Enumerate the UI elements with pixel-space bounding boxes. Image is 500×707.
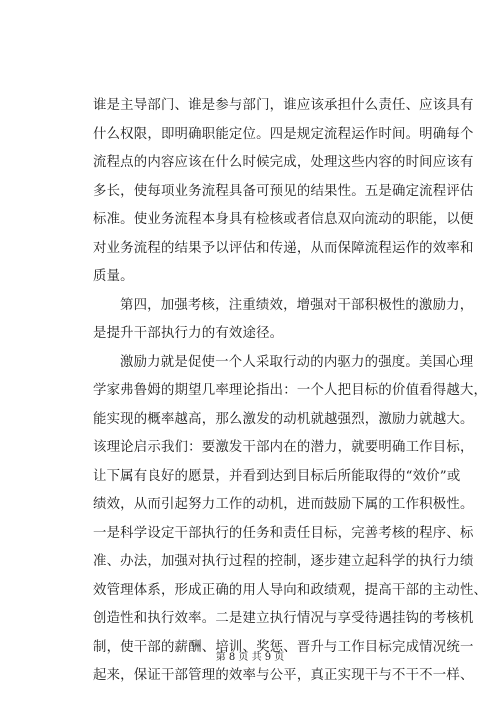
text-line: 多长，使每项业务流程具备可预见的结果性。五是确定流程评估 <box>93 183 474 199</box>
text-line: 效管理体系，形成正确的用人导向和政绩观，提高干部的主动性、 <box>93 582 488 598</box>
paragraph-start-line: 激励力就是促使一个人采取行动的内驱力的强度。美国心理 <box>120 354 474 370</box>
text-line: 是提升干部执行力的有效途径。 <box>93 326 284 341</box>
text-line: 制，使干部的薪酬、培训、奖惩、晋升与工作目标完成情况统一 <box>93 639 474 655</box>
text-line: 流程点的内容应该在什么时候完成，处理这些内容的时间应该有 <box>93 155 474 170</box>
text-line: 标准。使业务流程本身具有检核或者信息双向流动的职能，以便 <box>93 212 474 227</box>
text-line: 绩效，从而引起努力工作的动机，进而鼓励下属的工作积极性。 <box>93 497 474 512</box>
text-line: 学家弗鲁姆的期望几率理论指出：一个人把目标的价值看得越大， <box>93 383 488 398</box>
text-line: 准、办法，加强对执行过程的控制，逐步建立起科学的执行力绩 <box>93 554 474 569</box>
text-line: 该理论启示我们：要激发干部内在的潜力，就要明确工作目标， <box>93 440 474 455</box>
text-line: 对业务流程的结果予以评估和传递，从而保障流程运作的效率和 <box>93 240 474 256</box>
text-line: 让下属有良好的愿景，并看到达到目标后所能取得的“效价”或 <box>93 468 461 484</box>
text-line: 什么权限，即明确职能定位。四是规定流程运作时间。明确每个 <box>93 126 474 142</box>
text-line: 起来，保证干部管理的效率与公平，真正实现干与不干不一样、 <box>93 668 474 683</box>
body-text <box>93 92 488 691</box>
text-line: 创造性和执行效率。二是建立执行情况与享受待遇挂钩的考核机 <box>93 611 474 626</box>
paragraph-heading-line: 第四，加强考核，注重绩效，增强对干部积极性的激励力， <box>120 297 474 313</box>
page-number-footer: 第 8 页 共 9 页 <box>215 652 285 663</box>
text-line: 质量。 <box>93 269 134 284</box>
text-line: 谁是主导部门、谁是参与部门，谁应该承担什么责任、应该具有 <box>93 98 474 113</box>
text-line: 一是科学设定干部执行的任务和责任目标，完善考核的程序、标 <box>93 525 474 541</box>
text-line: 能实现的概率越高，那么激发的动机就越强烈，激励力就越大。 <box>93 411 474 427</box>
